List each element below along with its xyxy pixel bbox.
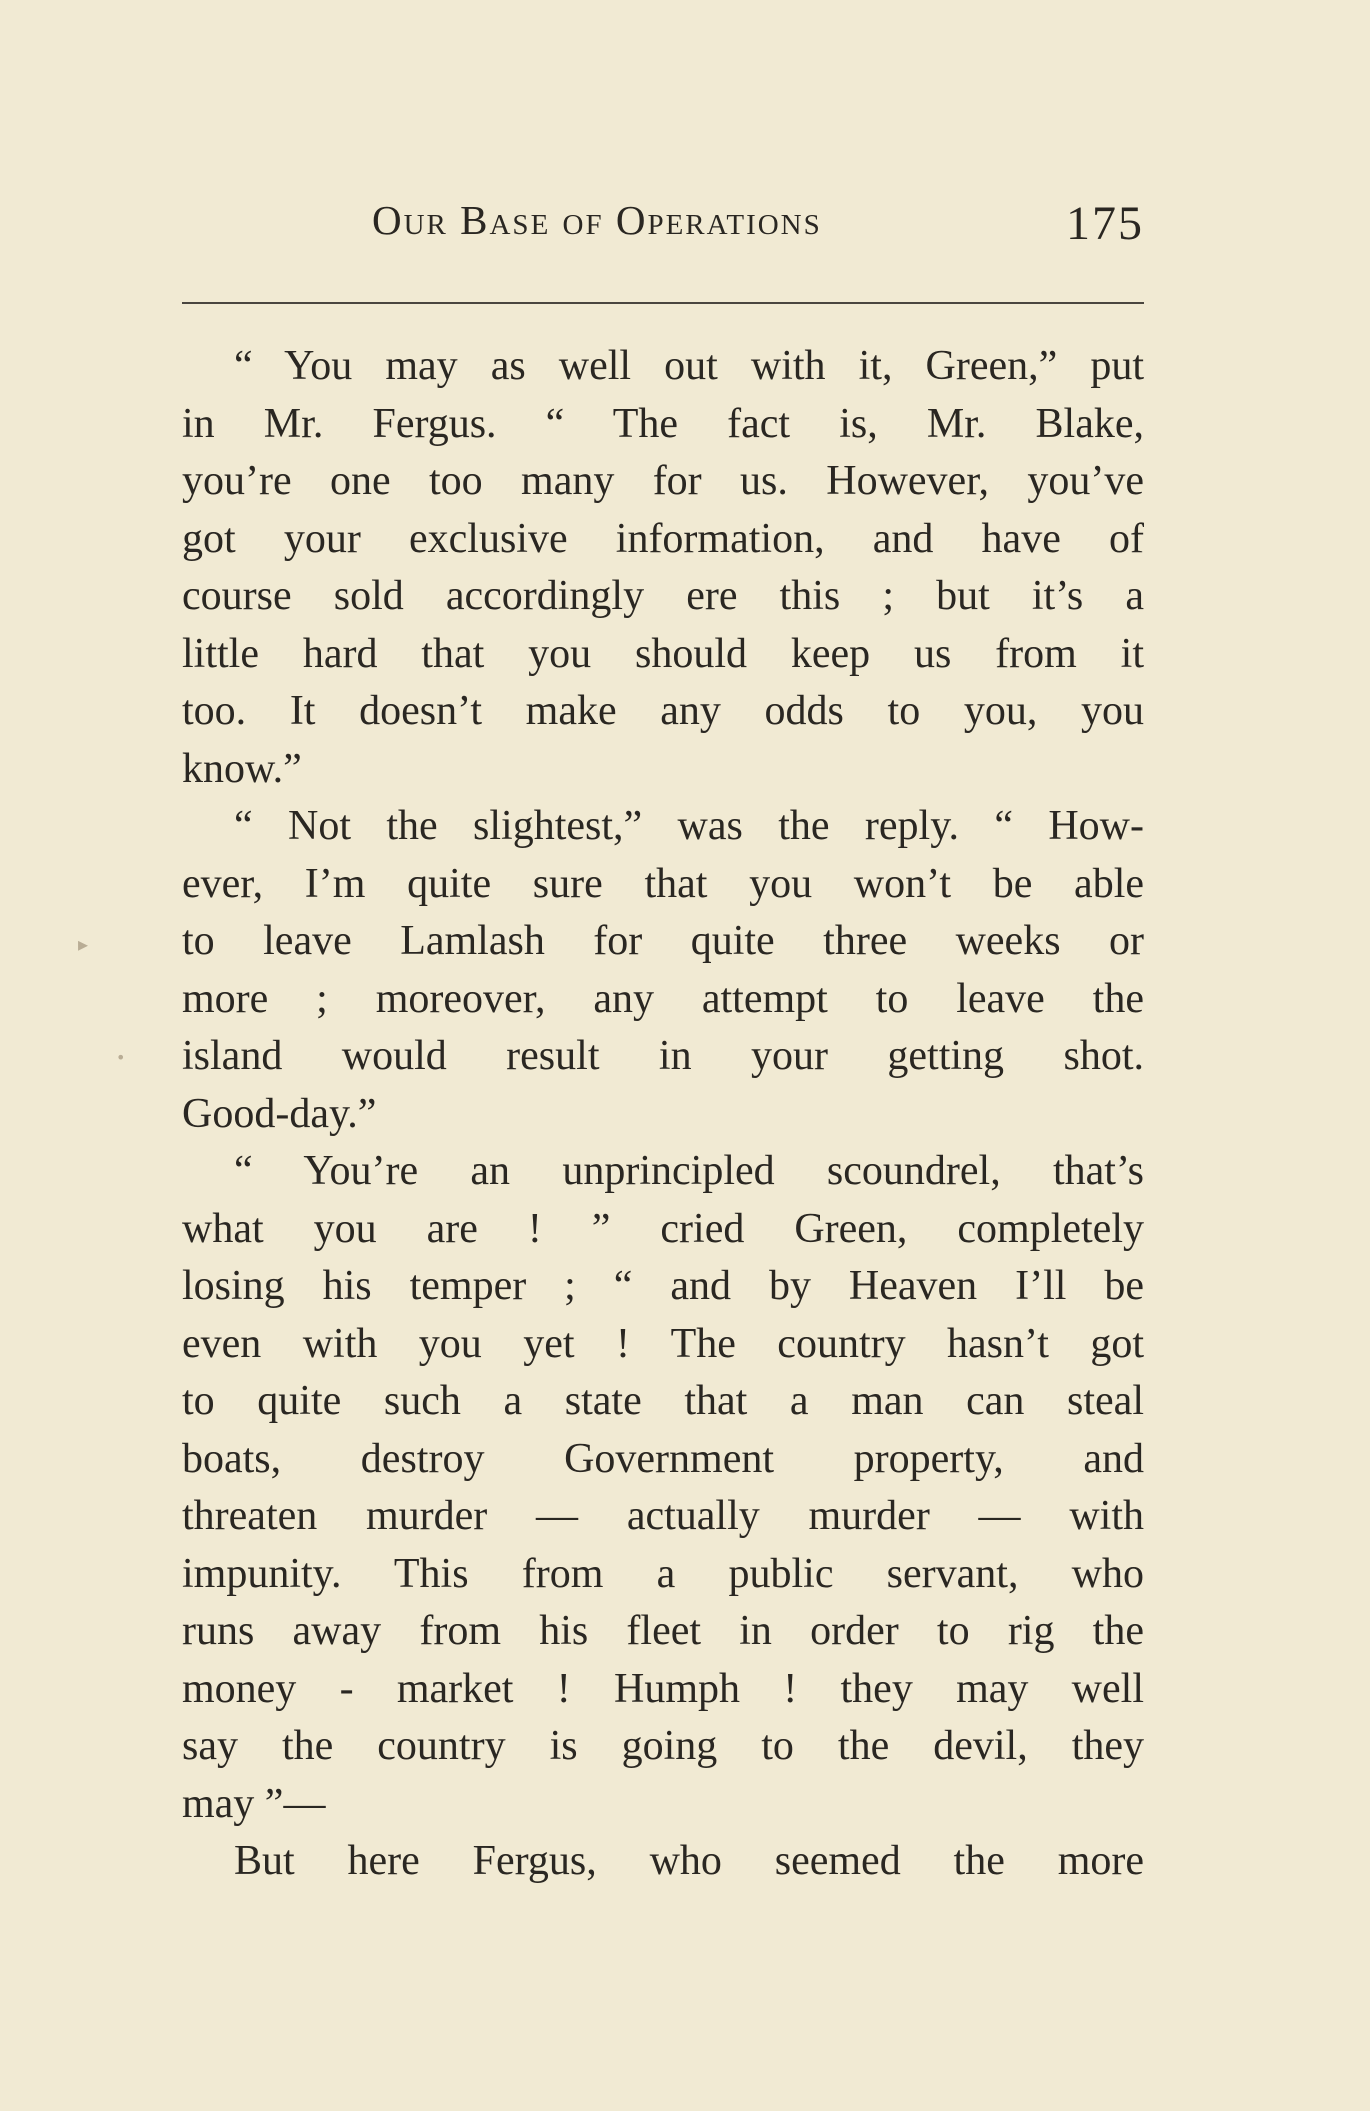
text-line: threaten murder — actually murder — with bbox=[182, 1493, 1144, 1539]
running-head bbox=[182, 196, 1144, 266]
text-line: “ You may as well out with it, Green,” put bbox=[234, 343, 1144, 389]
page-number: 175 bbox=[1066, 197, 1144, 250]
text-line: runs away from his fleet in order to rig the bbox=[182, 1608, 1144, 1654]
text-line: more ; moreover, any attempt to leave the bbox=[182, 975, 1144, 1022]
text-line: boats, destroy Government property, and bbox=[182, 1435, 1144, 1482]
text-line: you’re one too many for us. However, you’ve bbox=[182, 458, 1144, 504]
text-line: say the country is going to the devil, they bbox=[182, 1723, 1144, 1769]
text-line: what you are ! ” cried Green, completely bbox=[182, 1205, 1144, 1252]
text-line: impunity. This from a public servant, who bbox=[182, 1550, 1144, 1597]
text-line: ever, I’m quite sure that you won’t be able bbox=[182, 860, 1144, 907]
body-text bbox=[182, 338, 1144, 1891]
margin-mark: ▸ bbox=[78, 932, 89, 956]
text-line: may ”— bbox=[182, 1780, 326, 1827]
text-line: losing his temper ; “ and by Heaven I’ll be bbox=[182, 1263, 1144, 1309]
text-line: too. It doesn’t make any odds to you, you bbox=[182, 688, 1144, 734]
text-line: Good-day.” bbox=[182, 1090, 377, 1137]
text-line: But here Fergus, who seemed the more bbox=[234, 1838, 1144, 1884]
text-line: know.” bbox=[182, 745, 302, 792]
text-line: island would result in your getting shot. bbox=[182, 1033, 1144, 1079]
text-line: to leave Lamlash for quite three weeks or bbox=[182, 918, 1144, 964]
header-rule bbox=[182, 302, 1144, 304]
text-line: “ You’re an unprincipled scoundrel, that’s bbox=[234, 1148, 1144, 1194]
text-line: to quite such a state that a man can steal bbox=[182, 1378, 1144, 1424]
running-title: Our Base of Operations bbox=[372, 197, 822, 243]
text-line: little hard that you should keep us from it bbox=[182, 630, 1144, 677]
margin-mark: • bbox=[116, 1048, 126, 1067]
text-line: even with you yet ! The country hasn’t got bbox=[182, 1320, 1144, 1367]
text-line: “ Not the slightest,” was the reply. “ How- bbox=[234, 803, 1144, 849]
text-line: in Mr. Fergus. “ The fact is, Mr. Blake, bbox=[182, 400, 1144, 447]
text-line: got your exclusive information, and have of bbox=[182, 515, 1144, 562]
text-line: course sold accordingly ere this ; but it’s a bbox=[182, 573, 1144, 619]
text-line: money - market ! Humph ! they may well bbox=[182, 1665, 1144, 1712]
